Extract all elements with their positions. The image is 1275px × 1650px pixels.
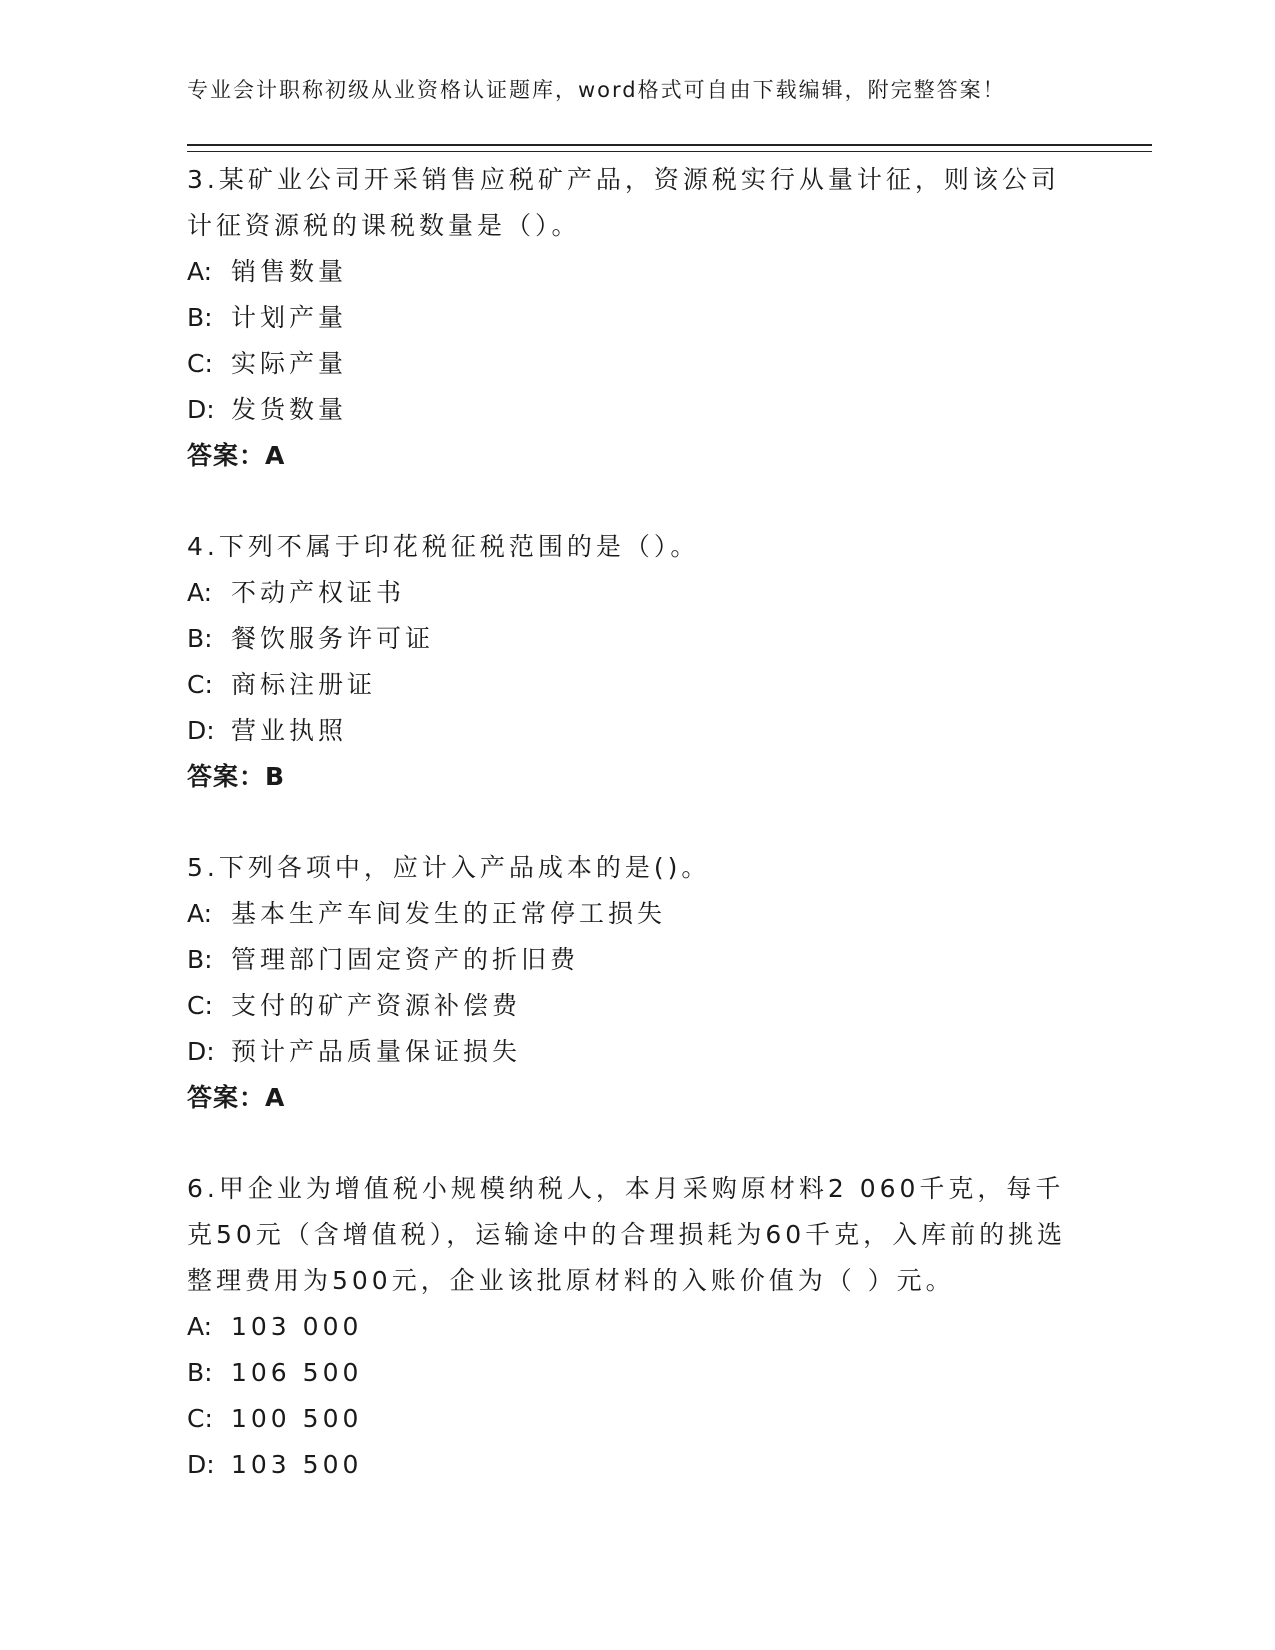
question-stem: 4.下列不属于印花税征税范围的是（）。 xyxy=(187,532,700,561)
option-letter: A: xyxy=(187,1312,213,1341)
question-list xyxy=(187,157,1067,1533)
option-text: 商标注册证 xyxy=(231,670,377,699)
option-a xyxy=(187,249,1067,295)
option-text: 103 500 xyxy=(231,1450,363,1479)
answer-line: 答案：B xyxy=(187,762,286,791)
option-letter: B: xyxy=(187,1358,213,1387)
option-letter: D: xyxy=(187,716,215,745)
option-letter: A: xyxy=(187,257,213,286)
option-letter: D: xyxy=(187,1450,215,1479)
answer-line: 答案：A xyxy=(187,441,286,470)
option-c xyxy=(187,983,1067,1029)
option-d xyxy=(187,1029,1067,1075)
option-a xyxy=(187,1304,1067,1350)
option-text: 基本生产车间发生的正常停工损失 xyxy=(231,899,667,928)
option-letter: C: xyxy=(187,349,213,378)
option-text: 计划产量 xyxy=(231,303,348,332)
header-divider xyxy=(187,144,1152,152)
option-d xyxy=(187,708,1067,754)
option-text: 营业执照 xyxy=(231,716,348,745)
option-letter: C: xyxy=(187,1404,213,1433)
question-stem: 5.下列各项中，应计入产品成本的是()。 xyxy=(187,853,711,882)
question-stem: 3.某矿业公司开采销售应税矿产品，资源税实行从量计征，则该公司计征资源税的课税数量是（）。 xyxy=(187,165,1060,240)
option-letter: A: xyxy=(187,899,213,928)
option-b xyxy=(187,937,1067,983)
page-header: 专业会计职称初级从业资格认证题库，word格式可自由下载编辑，附完整答案！ xyxy=(187,78,1006,102)
option-text: 预计产品质量保证损失 xyxy=(231,1037,522,1066)
option-text: 不动产权证书 xyxy=(231,578,406,607)
answer-line: 答案：A xyxy=(187,1083,286,1112)
option-letter: C: xyxy=(187,670,213,699)
option-text: 销售数量 xyxy=(231,257,348,286)
option-text: 餐饮服务许可证 xyxy=(231,624,435,653)
option-b xyxy=(187,295,1067,341)
option-text: 支付的矿产资源补偿费 xyxy=(231,991,522,1020)
option-a xyxy=(187,891,1067,937)
option-letter: B: xyxy=(187,624,213,653)
option-letter: B: xyxy=(187,303,213,332)
option-text: 100 500 xyxy=(231,1404,363,1433)
option-d xyxy=(187,1442,1067,1488)
option-letter: B: xyxy=(187,945,213,974)
option-letter: A: xyxy=(187,578,213,607)
question-6 xyxy=(187,1166,1067,1488)
option-c xyxy=(187,662,1067,708)
option-a xyxy=(187,570,1067,616)
option-text: 管理部门固定资产的折旧费 xyxy=(231,945,580,974)
option-c xyxy=(187,341,1067,387)
question-4 xyxy=(187,524,1067,800)
question-3 xyxy=(187,157,1067,479)
option-letter: D: xyxy=(187,395,215,424)
option-d xyxy=(187,387,1067,433)
option-text: 103 000 xyxy=(231,1312,363,1341)
option-text: 实际产量 xyxy=(231,349,348,378)
option-b xyxy=(187,616,1067,662)
question-stem: 6.甲企业为增值税小规模纳税人，本月采购原材料2 060千克，每千克50元（含增值税），运输途中的合理损耗为60千克，入库前的挑选整理费用为500元，企业该批原材料的入账价值为（ ）元。 xyxy=(187,1174,1067,1295)
option-letter: D: xyxy=(187,1037,215,1066)
option-text: 发货数量 xyxy=(231,395,348,424)
option-c xyxy=(187,1396,1067,1442)
question-5 xyxy=(187,845,1067,1121)
option-b xyxy=(187,1350,1067,1396)
option-letter: C: xyxy=(187,991,213,1020)
option-text: 106 500 xyxy=(231,1358,363,1387)
